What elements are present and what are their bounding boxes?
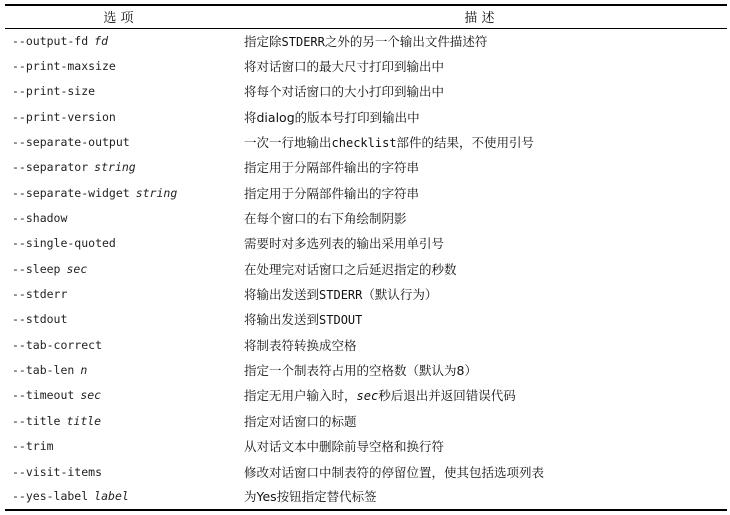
table-row — [5, 484, 727, 509]
table-body — [5, 28, 727, 510]
option-cell — [5, 256, 232, 281]
table-row — [5, 383, 727, 408]
option-cell — [5, 357, 232, 382]
description-text: 将dialog的版本号打印到输出中 — [244, 109, 420, 125]
option-name: --shadow — [12, 211, 68, 226]
table-row — [5, 434, 727, 459]
option-cell — [5, 155, 232, 180]
description-cell — [232, 434, 727, 459]
description-cell — [232, 332, 727, 357]
description-text: 指定除 — [244, 33, 282, 49]
description-cell — [232, 53, 727, 78]
table-row — [5, 231, 727, 256]
description-text: 一次一行地输出 — [244, 135, 332, 151]
option-cell — [5, 205, 232, 230]
option-name: --title — [12, 413, 61, 428]
option-name: --stderr — [12, 287, 68, 302]
options-table-container — [5, 4, 727, 511]
option-cell — [5, 180, 232, 205]
option-name: --print-maxsize — [12, 59, 116, 74]
description-text: 为Yes按钮指定替代标签 — [244, 489, 377, 505]
table-row — [5, 281, 727, 306]
description-text: sec — [356, 389, 379, 404]
option-cell — [5, 408, 232, 433]
description-cell — [232, 307, 727, 332]
table-row — [5, 408, 727, 433]
description-text: 需要时对多选列表的输出采用单引号 — [244, 236, 445, 252]
option-name: --output-fd — [12, 33, 89, 48]
description-cell — [232, 180, 727, 205]
description-cell — [232, 79, 727, 104]
option-cell — [5, 104, 232, 129]
description-text: 指定一个制表符占用的空格数（默认为8） — [244, 363, 477, 379]
option-name: --trim — [12, 439, 54, 454]
option-cell — [5, 129, 232, 154]
option-name: --stdout — [12, 312, 68, 327]
description-text: 从对话文本中删除前导空格和换行符 — [244, 439, 445, 455]
description-cell — [232, 459, 727, 484]
option-name: --sleep — [12, 261, 61, 276]
option-cell — [5, 459, 232, 484]
description-text: STDOUT — [319, 313, 363, 328]
header-option: 选 项 — [5, 5, 232, 28]
option-cell — [5, 79, 232, 104]
option-cell — [5, 307, 232, 332]
table-row — [5, 129, 727, 154]
table-row — [5, 104, 727, 129]
option-name: --visit-items — [12, 464, 103, 479]
option-name: --separate-output — [12, 135, 130, 150]
option-name: --tab-len — [12, 363, 75, 378]
description-text: 修改对话窗口中制表符的停留位置，使其包括选项列表 — [244, 464, 545, 480]
description-text: （默认行为） — [362, 287, 438, 303]
description-text: 在每个窗口的右下角绘制阴影 — [244, 211, 407, 227]
option-cell — [5, 28, 232, 53]
description-text: STDERR — [281, 34, 325, 49]
description-text: 将对话窗口的最大尺寸打印到输出中 — [244, 59, 445, 75]
table-row — [5, 459, 727, 484]
description-cell — [232, 256, 727, 281]
option-cell — [5, 231, 232, 256]
description-cell — [232, 104, 727, 129]
option-cell — [5, 434, 232, 459]
table-row — [5, 307, 727, 332]
option-name: --timeout — [12, 388, 75, 403]
description-cell — [232, 484, 727, 509]
description-cell — [232, 231, 727, 256]
table-row — [5, 357, 727, 382]
option-argument: fd — [94, 33, 109, 48]
description-cell — [232, 129, 727, 154]
description-text: 秒后退出并返回错误代码 — [378, 388, 516, 404]
description-text: 指定无用户输入时， — [244, 388, 357, 404]
description-text: 将输出发送到 — [244, 312, 320, 328]
description-cell — [232, 408, 727, 433]
option-name: --single-quoted — [12, 236, 116, 251]
table-row — [5, 28, 727, 53]
table-row — [5, 53, 727, 78]
option-argument: string — [94, 160, 136, 175]
table-row — [5, 332, 727, 357]
description-text: 之外的另一个输出文件描述符 — [324, 33, 488, 49]
option-argument: string — [135, 185, 178, 200]
option-cell — [5, 383, 232, 408]
description-text: 在处理完对话窗口之后延迟指定的秒数 — [244, 261, 457, 277]
table-header — [5, 5, 727, 28]
options-table — [5, 4, 727, 511]
option-cell — [5, 332, 232, 357]
option-argument: label — [94, 489, 129, 504]
description-text: 指定对话窗口的标题 — [244, 413, 357, 429]
header-row — [5, 5, 727, 28]
table-row — [5, 256, 727, 281]
option-name: --yes-label — [12, 489, 89, 504]
description-text: 将制表符转换成空格 — [244, 337, 357, 353]
description-text: STDERR — [319, 288, 363, 303]
header-description: 描 述 — [232, 5, 727, 28]
option-cell — [5, 53, 232, 78]
option-name: --separator — [12, 160, 89, 175]
description-cell — [232, 281, 727, 306]
option-argument: sec — [66, 261, 88, 276]
option-argument: title — [66, 413, 102, 428]
description-text: 将每个对话窗口的大小打印到输出中 — [244, 84, 445, 100]
option-name: --print-size — [12, 84, 96, 99]
description-text: 指定用于分隔部件输出的字符串 — [244, 185, 420, 201]
option-cell — [5, 484, 232, 509]
option-cell — [5, 281, 232, 306]
description-text: 部件的结果，不使用引号 — [396, 135, 535, 151]
option-name: --tab-correct — [12, 337, 103, 352]
table-row — [5, 205, 727, 230]
description-cell — [232, 205, 727, 230]
option-argument: sec — [80, 388, 102, 403]
description-text: 将输出发送到 — [244, 287, 320, 303]
option-name: --separate-widget — [12, 185, 130, 200]
description-cell — [232, 155, 727, 180]
table-row — [5, 180, 727, 205]
table-row — [5, 79, 727, 104]
description-cell — [232, 28, 727, 53]
description-text: checklist — [331, 136, 397, 151]
option-argument: n — [80, 363, 88, 378]
description-cell — [232, 383, 727, 408]
table-row — [5, 155, 727, 180]
option-name: --print-version — [12, 109, 116, 124]
description-text: 指定用于分隔部件输出的字符串 — [244, 160, 420, 176]
description-cell — [232, 357, 727, 382]
